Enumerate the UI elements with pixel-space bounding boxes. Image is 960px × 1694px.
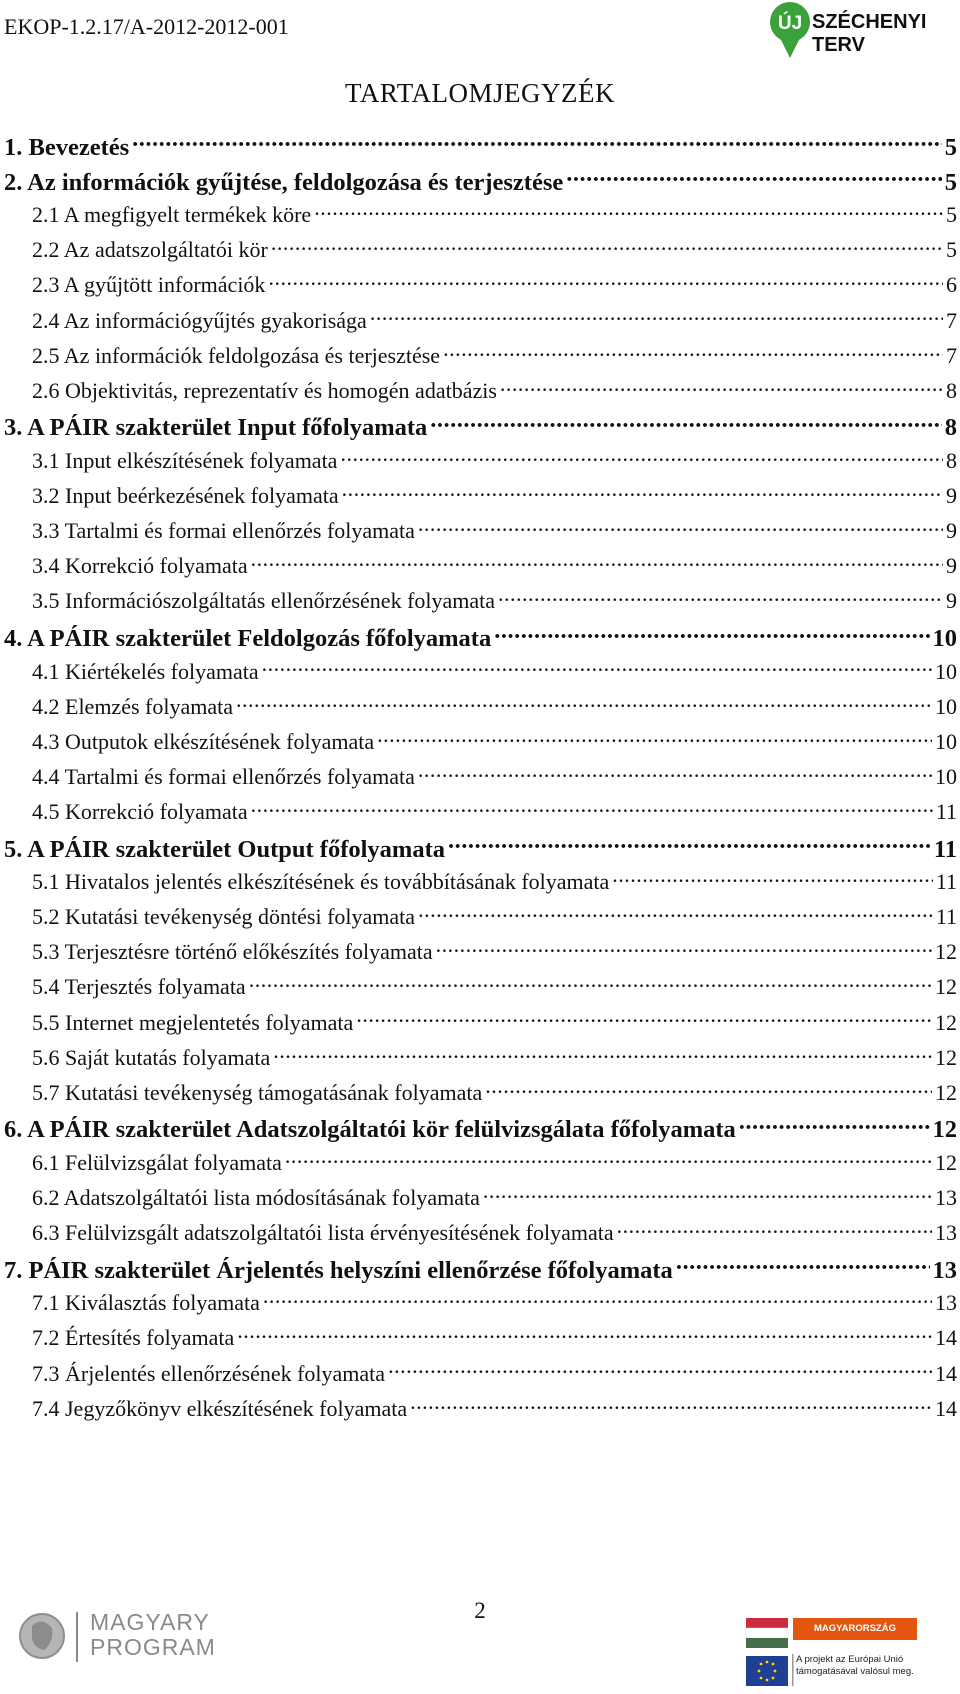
toc-page-number: 11 [935,904,957,930]
magyary-program-text [90,1610,216,1660]
toc-page-number: 11 [933,835,957,863]
toc-dot-leader [251,797,933,819]
toc-section-entry[interactable] [32,306,957,334]
toc-entry-title: 7.4 Jegyzőkönyv elkészítésének folyamata [32,1395,408,1421]
toc-page-number: 9 [946,483,957,508]
toc-entry-title: 5.3 Terjesztésre történő előkészítés folyamata [32,939,433,965]
toc-page-number: 9 [946,553,957,579]
toc-entry-title: 7.3 Árjelentés ellenőrzésének folyamata [32,1360,386,1386]
toc-page-number: 5 [944,133,957,161]
toc-dot-leader [500,376,943,398]
toc-entry-title: 7. PÁIR szakterület Árjelentés helyszíni ellenőrzése főfolyamata [4,1256,673,1284]
magyarorszag-megujul-label: MAGYARORSZÁG MEGÚJUL [793,1618,917,1640]
toc-entry-title: 5.6 Saját kutatás folyamata [32,1044,271,1070]
toc-page-number: 8 [946,377,957,403]
toc-entry-title: 3. A PÁIR szakterület Input főfolyamata [4,414,428,442]
toc-section-entry[interactable] [32,1148,957,1176]
toc-dot-leader [388,1359,932,1381]
toc-page-number: 12 [935,939,957,965]
toc-page-number: 10 [932,624,957,652]
toc-section-entry[interactable] [32,446,957,474]
toc-dot-leader [251,551,943,573]
toc-entry-title: 6.3 Felülvizsgált adatszolgáltatói lista érvényesítésének folyamata [32,1220,614,1246]
toc-entry-title: 5.2 Kutatási tevékenység döntési folyamata [32,904,416,930]
toc-page-number: 10 [935,693,957,719]
toc-entry-title: 5.1 Hivatalos jelentés elkészítésének és továbbításának folyamata [32,869,610,895]
toc-dot-leader [418,902,933,924]
toc-section-entry[interactable] [32,972,957,1000]
toc-entry-title: 2.6 Objektivitás, reprezentatív és homogén adatbázis [32,377,497,403]
toc-entry-title: 6.2 Adatszolgáltatói lista módosításának folyamata [32,1185,480,1210]
toc-dot-leader [498,586,943,608]
toc-section-entry[interactable] [32,551,957,579]
toc-page-number: 5 [946,237,957,263]
toc-entry-title: 2.4 Az információgyűjtés gyakorisága [32,307,367,333]
toc-entry-title: 3.3 Tartalmi és formai ellenőrzés folyamata [32,518,415,544]
toc-chapter-entry[interactable] [4,165,957,197]
document-code: EKOP-1.2.17/A-2012-2012-001 [4,14,289,39]
toc-section-entry[interactable] [32,1078,957,1106]
toc-entry-title: 4.5 Korrekció folyamata [32,798,248,824]
toc-page-number: 14 [935,1395,957,1421]
toc-dot-leader [271,235,943,257]
toc-dot-leader [739,1113,930,1138]
toc-dot-leader [483,1183,932,1205]
toc-entry-title: 2.5 Az információk feldolgozása és terjesztése [32,342,441,368]
page-number: 2 [474,1598,486,1623]
toc-entry-title: 4.1 Kiértékelés folyamata [32,658,259,684]
toc-entry-title: 4.2 Elemzés folyamata [32,693,233,719]
toc-entry-title: 3.1 Input elkészítésének folyamata [32,447,338,473]
toc-page-number: 8 [944,414,957,442]
toc-page-number: 12 [935,1009,957,1035]
toc-page-number: 13 [935,1185,957,1210]
toc-section-entry[interactable] [32,1323,957,1351]
toc-section-entry[interactable] [32,270,957,298]
toc-section-entry[interactable] [32,586,957,614]
toc-page-number: 9 [946,518,957,544]
toc-entry-title: 6. A PÁIR szakterület Adatszolgáltatói kör felülvizsgálata főfolyamata [4,1116,736,1144]
toc-section-entry[interactable] [32,200,957,228]
toc-dot-leader [237,1323,932,1345]
toc-section-entry[interactable] [32,516,957,544]
toc-page-number: 5 [946,202,957,228]
toc-page-number: 12 [932,1116,957,1144]
toc-dot-leader [249,972,932,994]
toc-dot-leader [268,270,943,292]
toc-dot-leader [236,692,932,714]
toc-dot-leader [448,832,931,857]
toc-section-entry[interactable] [32,235,957,263]
toc-section-entry[interactable] [32,902,957,930]
toc-entry-title: 4.4 Tartalmi és formai ellenőrzés folyamata [32,763,415,789]
toc-page-number: 12 [935,1044,957,1070]
toc-dot-leader [263,1288,932,1310]
toc-entry-title: 5. A PÁIR szakterület Output főfolyamata [4,835,445,863]
toc-dot-leader [273,1043,932,1065]
toc-entry-title: 4. A PÁIR szakterület Feldolgozás főfolyamata [4,624,492,652]
toc-dot-leader [676,1253,930,1278]
toc-page-number: 8 [946,447,957,473]
toc-page-number: 14 [935,1360,957,1386]
toc-page-number: 11 [935,869,957,895]
toc-dot-leader [485,1078,932,1100]
toc-section-entry[interactable] [32,867,957,895]
toc-section-entry[interactable] [32,797,957,825]
toc-entry-title: 3.2 Input beérkezésének folyamata [32,483,339,508]
toc-page-number: 11 [935,798,957,824]
toc-entry-title: 5.5 Internet megjelentetés folyamata [32,1009,354,1035]
toc-chapter-entry[interactable] [4,621,957,653]
toc-entry-title: 1. Bevezetés [4,133,130,161]
toc-page-number: 12 [935,974,957,1000]
toc-section-entry[interactable] [32,657,957,685]
toc-entry-title: 2.2 Az adatszolgáltatói kör [32,237,268,263]
toc-section-entry[interactable] [32,1043,957,1071]
toc-dot-leader [377,727,932,749]
toc-page-number: 7 [946,307,957,333]
toc-chapter-entry[interactable] [4,130,957,162]
toc-dot-leader [612,867,933,889]
toc-page-number: 13 [935,1290,957,1316]
logo-uj-text: ÚJ [777,13,803,34]
toc-section-entry[interactable] [32,1288,957,1316]
toc-dot-leader [430,411,941,436]
magyary-line-2: PROGRAM [90,1634,216,1660]
toc-entry-title: 7.2 Értesítés folyamata [32,1325,235,1351]
toc-page-number: 10 [935,658,957,684]
toc-dot-leader [342,481,943,503]
toc-section-entry[interactable] [32,481,957,509]
toc-entry-title: 2.3 A gyűjtött információk [32,272,266,298]
toc-dot-leader [566,165,941,190]
szechenyi-terv-text: SZÉCHENYI TERV [812,11,927,56]
toc-section-entry[interactable] [32,727,957,755]
toc-page-number: 14 [935,1325,957,1351]
toc-entry-title: 3.5 Információszolgáltatás ellenőrzésének folyamata [32,588,496,614]
toc-page-number: 12 [935,1079,957,1105]
toc-entry-title: 5.4 Terjesztés folyamata [32,974,246,1000]
toc-chapter-entry[interactable] [4,1253,957,1285]
toc-section-entry[interactable] [32,1183,957,1211]
toc-dot-leader [132,130,942,155]
toc-page-number: 7 [946,342,957,368]
toc-page-number: 13 [932,1256,957,1284]
toc-page-number: 12 [935,1149,957,1175]
toc-entry-title: 3.4 Korrekció folyamata [32,553,248,579]
toc-page-number: 13 [935,1220,957,1246]
toc-section-entry[interactable] [32,1359,957,1387]
toc-section-entry[interactable] [32,1008,957,1036]
toc-chapter-entry[interactable] [4,1113,957,1145]
toc-section-entry[interactable] [32,1218,957,1246]
toc-entry-title: 2.1 A megfigyelt termékek köre [32,202,312,228]
toc-dot-leader [418,762,932,784]
eu-support-text: A projekt az Európai Unió támogatásával valósul meg. [796,1654,914,1677]
toc-dot-leader [418,516,943,538]
toc-entry-title: 7.1 Kiválasztás folyamata [32,1290,260,1316]
toc-page-number: 6 [946,272,957,298]
toc-dot-leader [314,200,943,222]
toc-section-entry[interactable] [32,1394,957,1422]
toc-dot-leader [443,341,943,363]
toc-dot-leader [262,657,932,679]
toc-entry-title: 6.1 Felülvizsgálat folyamata [32,1149,282,1175]
toc-dot-leader [436,937,932,959]
toc-section-entry[interactable] [32,341,957,369]
toc-dot-leader [617,1218,932,1240]
toc-page-number: 5 [944,168,957,196]
magyary-line-1: MAGYARY [90,1609,210,1635]
toc-section-entry[interactable] [32,692,957,720]
toc-section-entry[interactable] [32,762,957,790]
toc-dot-leader [410,1394,932,1416]
toc-chapter-entry[interactable] [4,832,957,864]
toc-section-entry[interactable] [32,937,957,965]
toc-page-number: 9 [946,588,957,614]
toc-dot-leader [285,1148,932,1170]
toc-section-entry[interactable] [32,376,957,404]
toc-entry-title: 2. Az információk gyűjtése, feldolgozása és terjesztése [4,168,564,196]
toc-dot-leader [370,306,943,328]
toc-dot-leader [340,446,943,468]
toc-page-number: 10 [935,763,957,789]
toc-entry-title: 4.3 Outputok elkészítésének folyamata [32,728,375,754]
toc-dot-leader [494,621,929,646]
toc-dot-leader [356,1008,932,1030]
page-title: TARTALOMJEGYZÉK [344,78,616,108]
toc-page-number: 10 [935,728,957,754]
toc-entry-title: 5.7 Kutatási tevékenység támogatásának folyamata [32,1079,483,1105]
toc-chapter-entry[interactable] [4,411,957,443]
